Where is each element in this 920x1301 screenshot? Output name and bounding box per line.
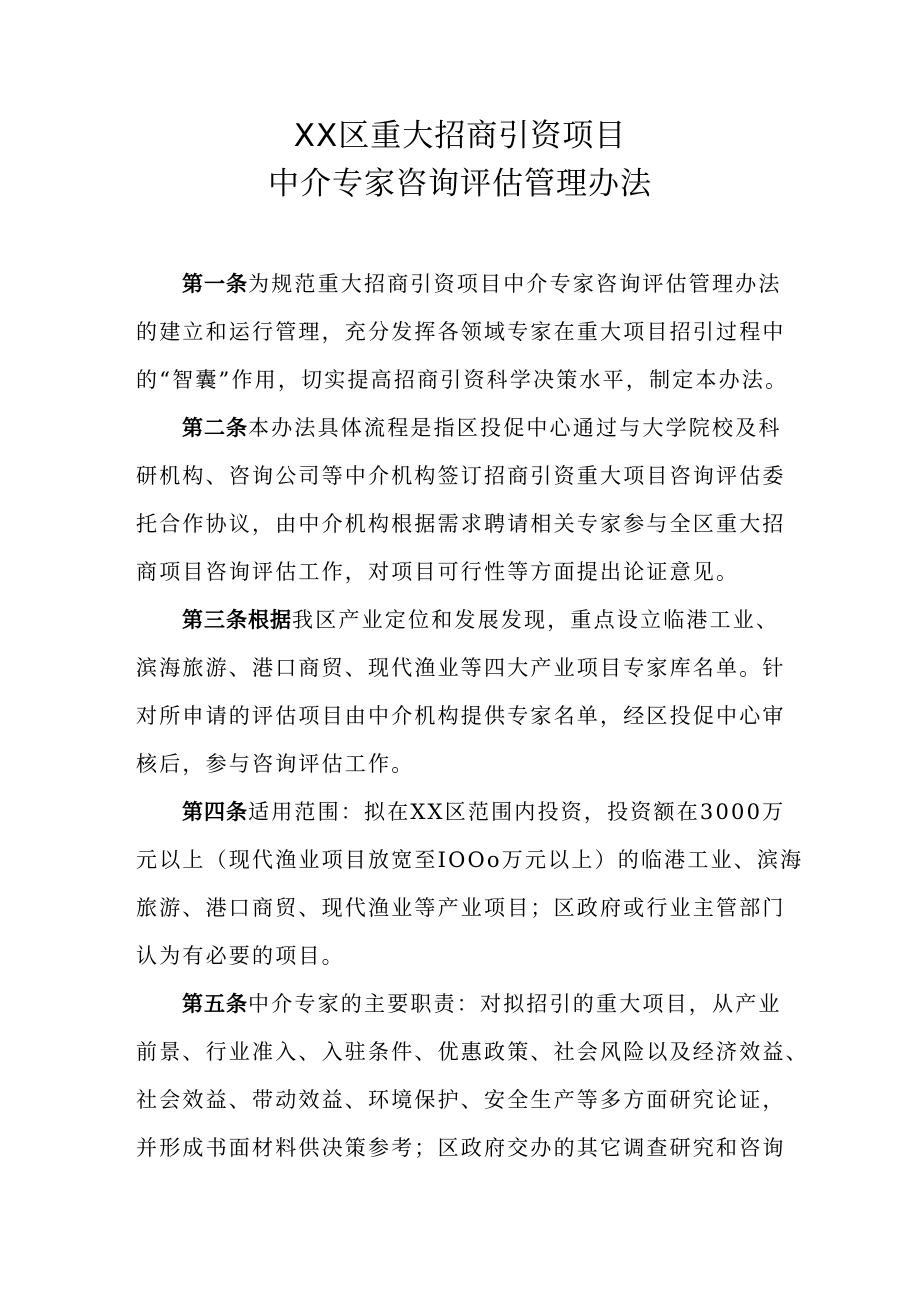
article-line: 元以上（现代渔业项目放宽至IOOo万元以上）的临港工业、滨海 bbox=[136, 848, 804, 872]
article-line: 前景、行业准入、入驻条件、优惠政策、社会风险以及经济效益、 bbox=[136, 1040, 809, 1064]
article-line: 的“智囊”作用，切实提高招商引资科学决策水平，制定本办法。 bbox=[136, 368, 789, 392]
article-line bbox=[136, 980, 816, 1028]
article-line: 对所申请的评估项目由中介机构提供专家名单，经区投促中心审 bbox=[136, 704, 786, 728]
article-lead: 第五条 bbox=[182, 992, 248, 1016]
document-title-line-2: 中介专家咨询评估管理办法 bbox=[268, 166, 652, 202]
article-line: 旅游、港口商贸、现代渔业等产业项目；区政府或行业主管部门 bbox=[136, 896, 786, 920]
article-text: 中介专家的主要职责：对拟招引的重大项目，从产业 bbox=[248, 992, 782, 1016]
article-line: 商项目咨询评估工作，对项目可行性等方面提出论证意见。 bbox=[136, 560, 740, 584]
article-text: 适用范围：拟在XX区范围内投资，投资额在3000万 bbox=[248, 800, 786, 824]
article-line bbox=[136, 260, 816, 308]
article-line bbox=[136, 596, 816, 644]
article-text: 为规范重大招商引资项目中介专家咨询评估管理办法 bbox=[248, 272, 782, 296]
article-2 bbox=[136, 404, 816, 596]
document-body bbox=[136, 260, 816, 1172]
article-1 bbox=[136, 260, 816, 404]
article-5 bbox=[136, 980, 816, 1172]
article-lead: 第二条 bbox=[182, 416, 248, 440]
article-line: 核后，参与咨询评估工作。 bbox=[136, 752, 415, 776]
article-4 bbox=[136, 788, 816, 980]
article-line bbox=[136, 788, 816, 836]
article-line: 托合作协议，由中介机构根据需求聘请相关专家参与全区重大招 bbox=[136, 512, 786, 536]
article-text: 本办法具体流程是指区投促中心通过与大学院校及科 bbox=[248, 416, 782, 440]
article-text: 我区产业定位和发展发现，重点设立临港工业、 bbox=[292, 608, 780, 632]
article-line: 的建立和运行管理，充分发挥各领域专家在重大项目招引过程中 bbox=[136, 320, 786, 344]
article-line: 研机构、咨询公司等中介机构签订招商引资重大项目咨询评估委 bbox=[136, 464, 786, 488]
article-line: 滨海旅游、港口商贸、现代渔业等四大产业项目专家库名单。针 bbox=[136, 656, 786, 680]
article-3 bbox=[136, 596, 816, 788]
article-line: 认为有必要的项目。 bbox=[136, 944, 345, 968]
document-title-line-1: XX区重大招商引资项目 bbox=[293, 118, 627, 154]
article-lead: 第三条根据 bbox=[182, 608, 292, 632]
article-lead: 第四条 bbox=[182, 800, 248, 824]
article-line: 并形成书面材料供决策参考；区政府交办的其它调查研究和咨询 bbox=[136, 1136, 786, 1160]
article-line bbox=[136, 404, 816, 452]
article-lead: 第一条 bbox=[182, 272, 248, 296]
article-line: 社会效益、带动效益、环境保护、安全生产等多方面研究论证， bbox=[136, 1088, 786, 1112]
